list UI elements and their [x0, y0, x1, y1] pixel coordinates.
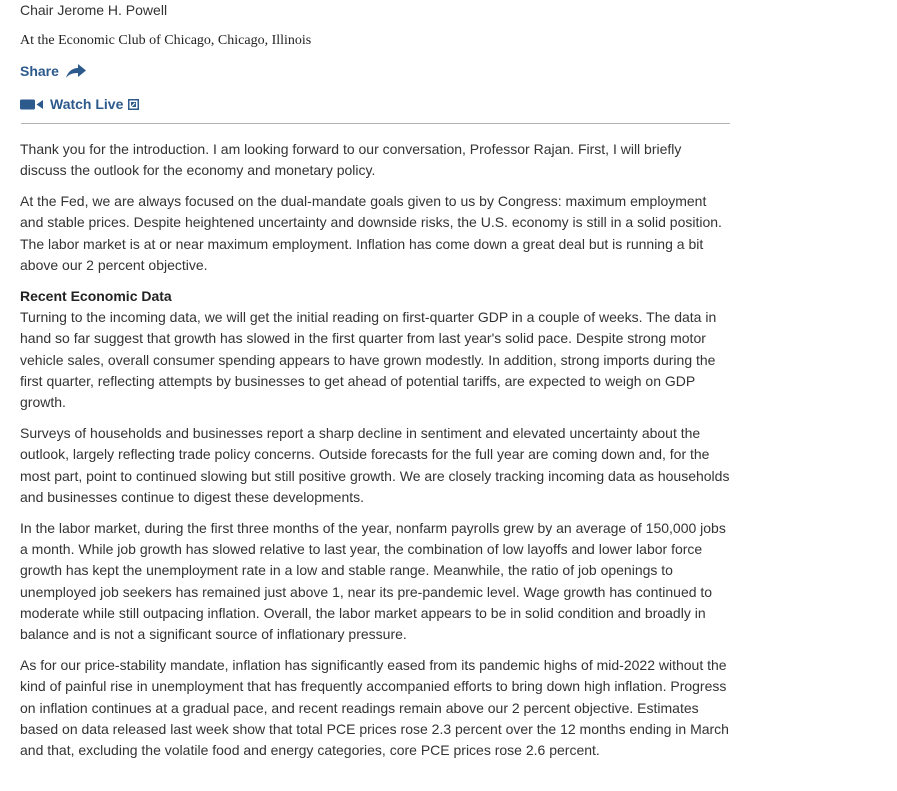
speech-article: [20, 0, 730, 771]
speech-body: [20, 139, 730, 762]
event-location: At the Economic Club of Chicago, Chicago, Illinois: [20, 33, 312, 48]
paragraph: Turning to the incoming data, we will get the initial reading on first-quarter GDP in a couple of weeks. The data in hand so far suggest that growth has slowed in the first quarter from last year's solid pace. Despite strong motor vehicle sales, overall consumer spending appears to have grown modestly. In addition, strong imports during the first quarter, reflecting attempts by businesses to get ahead of potential tariffs, are expected to weigh on GDP growth.: [20, 309, 717, 411]
share-button[interactable]: [20, 61, 730, 81]
paragraph: At the Fed, we are always focused on the dual-mandate goals given to us by Congress: maximum employment and stable prices. Despite heightened uncertainty and downside risks, the U.S. economy is still in a solid position. The labor market is at or near maximum employment. Inflation has come down a great deal but is running a bit above our 2 percent objective.: [20, 193, 722, 273]
speaker-name: Chair Jerome H. Powell: [20, 2, 168, 18]
share-label: Share: [20, 63, 59, 79]
section-heading: Recent Economic Data: [20, 287, 172, 304]
video-camera-icon: [20, 99, 44, 110]
paragraph: Surveys of households and businesses report a sharp decline in sentiment and elevated uncertainty about the outlook, largely reflecting trade policy concerns. Outside forecasts for the full year are coming down and, for the most part, point to continued slowing but still positive growth. We are closely tracking incoming data as households and businesses continue to digest these developments.: [20, 425, 730, 505]
paragraph: In the labor market, during the first three months of the year, nonfarm payrolls grew by an average of 150,000 jobs a month. While job growth has slowed relative to last year, the combination of low layoffs and lower labor force growth has kept the unemployment rate in a low and stable range. Meanwhile, the ratio of job openings to unemployed job seekers has remained just above 1, near its pre-pandemic level. Wage growth has continued to moderate while still outpacing inflation. Overall, the labor market appears to be in solid condition and broadly in balance and is not a significant source of inflationary pressure.: [20, 519, 726, 643]
share-arrow-icon: [65, 63, 87, 79]
watch-live-label: Watch Live: [50, 96, 124, 112]
external-link-icon: [128, 99, 139, 110]
paragraph: As for our price-stability mandate, inflation has significantly eased from its pandemic highs of mid-2022 without the kind of painful rise in unemployment that has frequently accompanied efforts to bring down high inflation. Progress on inflation continues at a gradual pace, and recent readings remain above our 2 percent objective. Estimates based on data released last week show that total PCE prices rose 2.3 percent over the 12 months ending in March and that, excluding the volatile food and energy categories, core PCE prices rose 2.6 percent.: [20, 657, 729, 759]
paragraph: Thank you for the introduction. I am looking forward to our conversation, Professor Rajan. First, I will briefly discuss the outlook for the economy and monetary policy.: [20, 141, 682, 179]
watch-live-link[interactable]: [20, 95, 730, 113]
section-recent-economic-data: [20, 286, 730, 414]
header-divider: [21, 123, 730, 124]
